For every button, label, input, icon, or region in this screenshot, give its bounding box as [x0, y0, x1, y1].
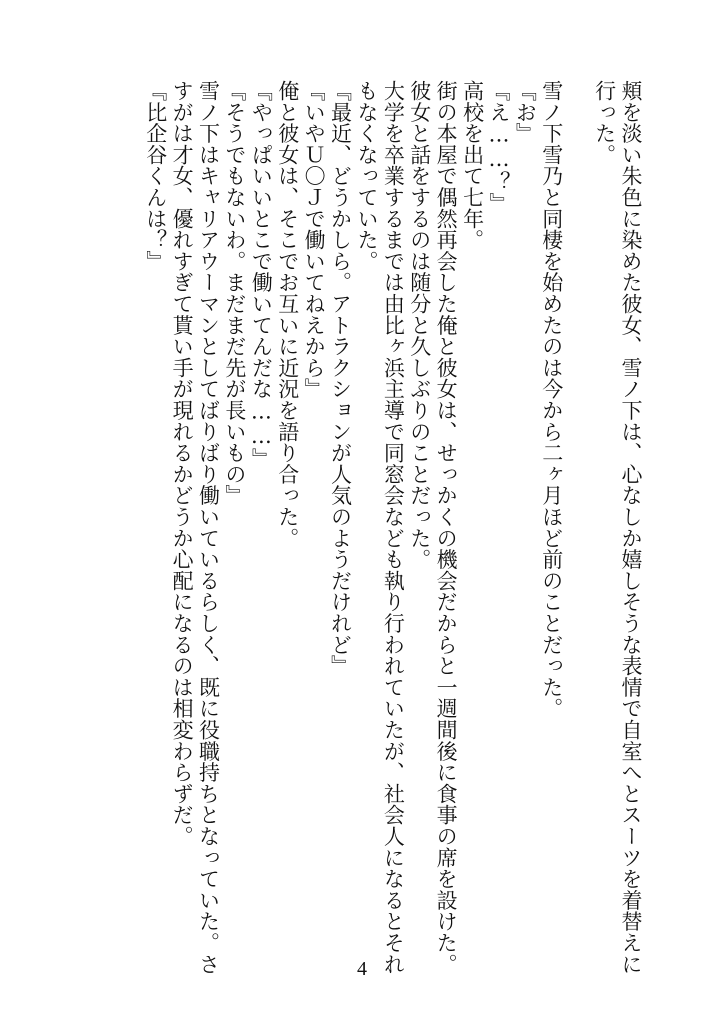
text-line: もなくなっていた。	[354, 80, 379, 272]
page-number: 4	[357, 958, 367, 980]
text-line: すがは才女、優れすぎて貰い手が現れるかどうか心配になるのは相変わらずだ。	[170, 80, 195, 847]
text-line: 高校を出て七年。	[460, 80, 485, 251]
dialogue-line: 『やっぱいいとこで働いてんだな……』	[249, 80, 274, 470]
text-line: 大学を卒業するまでは由比ヶ浜主導で同窓会なども執り行われていたが、社会人になるとそれ	[381, 80, 406, 975]
text-line: 雪ノ下はキャリアウーマンとしてばりばり働いているらしく、既に役職持ちとなっていた。さ	[196, 80, 221, 975]
text-line: 雪ノ下雪乃と同棲を始めたのは今から二ヶ月ほど前のことだった。	[539, 80, 564, 719]
dialogue-line: 『比企谷くんは？』	[143, 80, 168, 272]
text-line: 頬を淡い朱色に染めた彼女、雪ノ下は、心なしか嬉しそうな表情で自室へとスーツを着替えに	[619, 80, 643, 975]
dialogue-line: 『最近、どうかしら。アトラクションが人気のようだけれど』	[328, 80, 353, 677]
text-line: 行った。	[592, 80, 617, 166]
dialogue-line: 『お』	[513, 80, 538, 144]
dialogue-line: 『そうでもないわ。まだまだ先が長いもの』	[222, 80, 247, 506]
novel-text-block	[142, 80, 644, 975]
text-line: 街の本屋で偶然再会した俺と彼女は、せっかくの機会だからと一週間後に食事の席を設けた。	[434, 80, 459, 975]
text-line: 彼女と話をするのは随分と久しぶりのことだった。	[407, 80, 432, 570]
dialogue-line: 『いやＵ〇Ｊで働いてねえから』	[302, 80, 327, 400]
dialogue-line: 『え……？』	[486, 80, 511, 214]
blank-line	[565, 80, 591, 950]
text-line: 俺と彼女は、そこでお互いに近況を語り合った。	[275, 80, 300, 549]
